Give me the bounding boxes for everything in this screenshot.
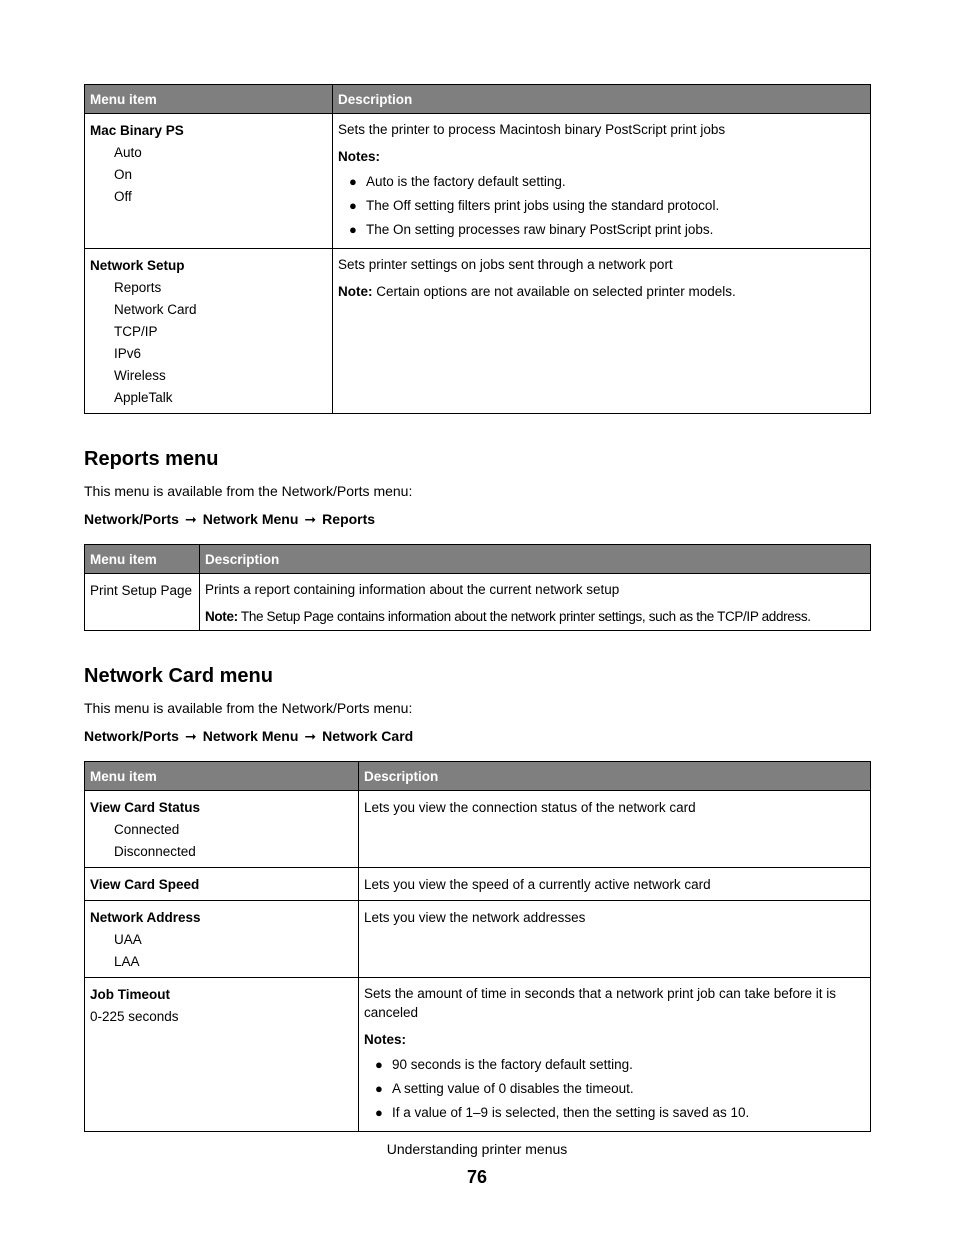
section-intro: This menu is available from the Network/Ports menu: (84, 483, 413, 499)
bullet-icon: ● (375, 1057, 383, 1072)
menu-item-cell (85, 791, 359, 868)
menu-subitem: Wireless (114, 368, 166, 383)
menu-item-cell (85, 901, 359, 978)
menu-item-title: Mac Binary PS (90, 123, 184, 138)
section-heading-network-card: Network Card menu (84, 665, 273, 687)
notes-label: Notes: (338, 149, 381, 164)
note-item (364, 1079, 865, 1098)
menu-item-title: Job Timeout (90, 987, 171, 1002)
menu-subitem: Off (114, 189, 132, 204)
menu-table-network-card (84, 761, 871, 1132)
description-cell (200, 574, 871, 631)
note-item (338, 220, 865, 239)
path-step: Reports (322, 511, 376, 527)
menu-subitem: Disconnected (114, 844, 196, 859)
arrow-right-icon: ➞ (184, 728, 197, 744)
arrow-right-icon: ➞ (304, 728, 317, 744)
menu-subitem: AppleTalk (114, 390, 173, 405)
footer-title: Understanding printer menus (386, 1141, 568, 1157)
menu-item-title: Network Address (90, 910, 201, 925)
bullet-icon: ● (375, 1081, 383, 1096)
header-description: Description (200, 545, 871, 574)
path-step: Network/Ports (84, 511, 179, 527)
menu-item-title: Network Setup (90, 258, 185, 273)
bullet-icon: ● (349, 174, 357, 189)
arrow-right-icon: ➞ (304, 511, 317, 527)
menu-item-cell (85, 249, 333, 414)
menu-item-cell: Print Setup Page (85, 574, 200, 631)
menu-item-cell (85, 114, 333, 249)
description-cell (359, 868, 871, 901)
table-row (85, 791, 871, 868)
menu-subitem: Connected (114, 822, 180, 837)
menu-table-ports (84, 84, 871, 414)
section-heading-reports: Reports menu (84, 448, 219, 470)
menu-subitem: Reports (114, 280, 162, 295)
note-text: 90 seconds is the factory default setting. (392, 1057, 633, 1072)
notes-list (338, 172, 865, 239)
description-cell (359, 978, 871, 1132)
notes-list (364, 1055, 865, 1122)
bullet-icon: ● (349, 198, 357, 213)
description-text: Sets the printer to process Macintosh binary PostScript print jobs (338, 122, 726, 137)
description-text: Lets you view the connection status of the network card (364, 800, 696, 815)
note-text: The Setup Page contains information about the network printer settings, such as the TCP/IP address. (240, 609, 811, 624)
notes-label: Notes: (364, 1032, 407, 1047)
note-text: The On setting processes raw binary PostScript print jobs. (366, 222, 714, 237)
note-text: Certain options are not available on selected printer models. (376, 284, 736, 299)
note-text: A setting value of 0 disables the timeout. (392, 1081, 634, 1096)
menu-item-cell (85, 978, 359, 1132)
note-text: If a value of 1–9 is selected, then the setting is saved as 10. (392, 1105, 750, 1120)
table-row (85, 249, 871, 414)
description-text: Prints a report containing information about the current network setup (205, 582, 620, 597)
description-text: Sets the amount of time in seconds that a network print job can take before it is canceled (364, 986, 837, 1020)
menu-path (84, 511, 870, 528)
menu-subitem: IPv6 (114, 346, 142, 361)
table-row (85, 901, 871, 978)
menu-subitem: On (114, 167, 133, 182)
note-item (364, 1055, 865, 1074)
menu-path (84, 728, 870, 745)
header-menu-item: Menu item (85, 762, 359, 791)
table-row (85, 574, 871, 631)
description-text: Sets printer settings on jobs sent through a network port (338, 257, 673, 272)
note-label: Note: (338, 284, 373, 299)
page-content (84, 84, 870, 1132)
note-item (338, 196, 865, 215)
bullet-icon: ● (375, 1105, 383, 1120)
note-label: Note: (205, 609, 238, 624)
description-cell (359, 791, 871, 868)
menu-table-reports (84, 544, 871, 631)
arrow-right-icon: ➞ (184, 511, 197, 527)
description-cell (359, 901, 871, 978)
menu-item-title: View Card Status (90, 800, 201, 815)
table-header-row (85, 762, 871, 791)
page-number: 76 (466, 1167, 488, 1187)
menu-subitem: Network Card (114, 302, 197, 317)
section-intro: This menu is available from the Network/Ports menu: (84, 700, 413, 716)
header-description: Description (333, 85, 871, 114)
bullet-icon: ● (349, 222, 357, 237)
note-line (338, 282, 865, 301)
menu-subitem: LAA (114, 954, 140, 969)
menu-subitem: Auto (114, 145, 142, 160)
description-cell (333, 114, 871, 249)
note-line (205, 607, 865, 626)
header-description: Description (359, 762, 871, 791)
table-row (85, 114, 871, 249)
description-cell (333, 249, 871, 414)
menu-item-cell (85, 868, 359, 901)
table-header-row (85, 85, 871, 114)
table-row (85, 868, 871, 901)
menu-subitem: UAA (114, 932, 142, 947)
header-menu-item: Menu item (85, 545, 200, 574)
menu-item-value: 0-225 seconds (90, 1009, 179, 1024)
path-step: Network Menu (202, 728, 299, 744)
description-text: Lets you view the network addresses (364, 910, 586, 925)
note-text: Auto is the factory default setting. (366, 174, 566, 189)
note-text: The Off setting filters print jobs using the standard protocol. (366, 198, 720, 213)
description-text: Lets you view the speed of a currently active network card (364, 877, 711, 892)
header-menu-item: Menu item (85, 85, 333, 114)
menu-subitem: TCP/IP (114, 324, 158, 339)
path-step: Network Card (322, 728, 414, 744)
table-header-row (85, 545, 871, 574)
table-row (85, 978, 871, 1132)
note-item (338, 172, 865, 191)
menu-item-title: View Card Speed (90, 877, 200, 892)
path-step: Network/Ports (84, 728, 179, 744)
path-step: Network Menu (202, 511, 299, 527)
note-item (364, 1103, 865, 1122)
